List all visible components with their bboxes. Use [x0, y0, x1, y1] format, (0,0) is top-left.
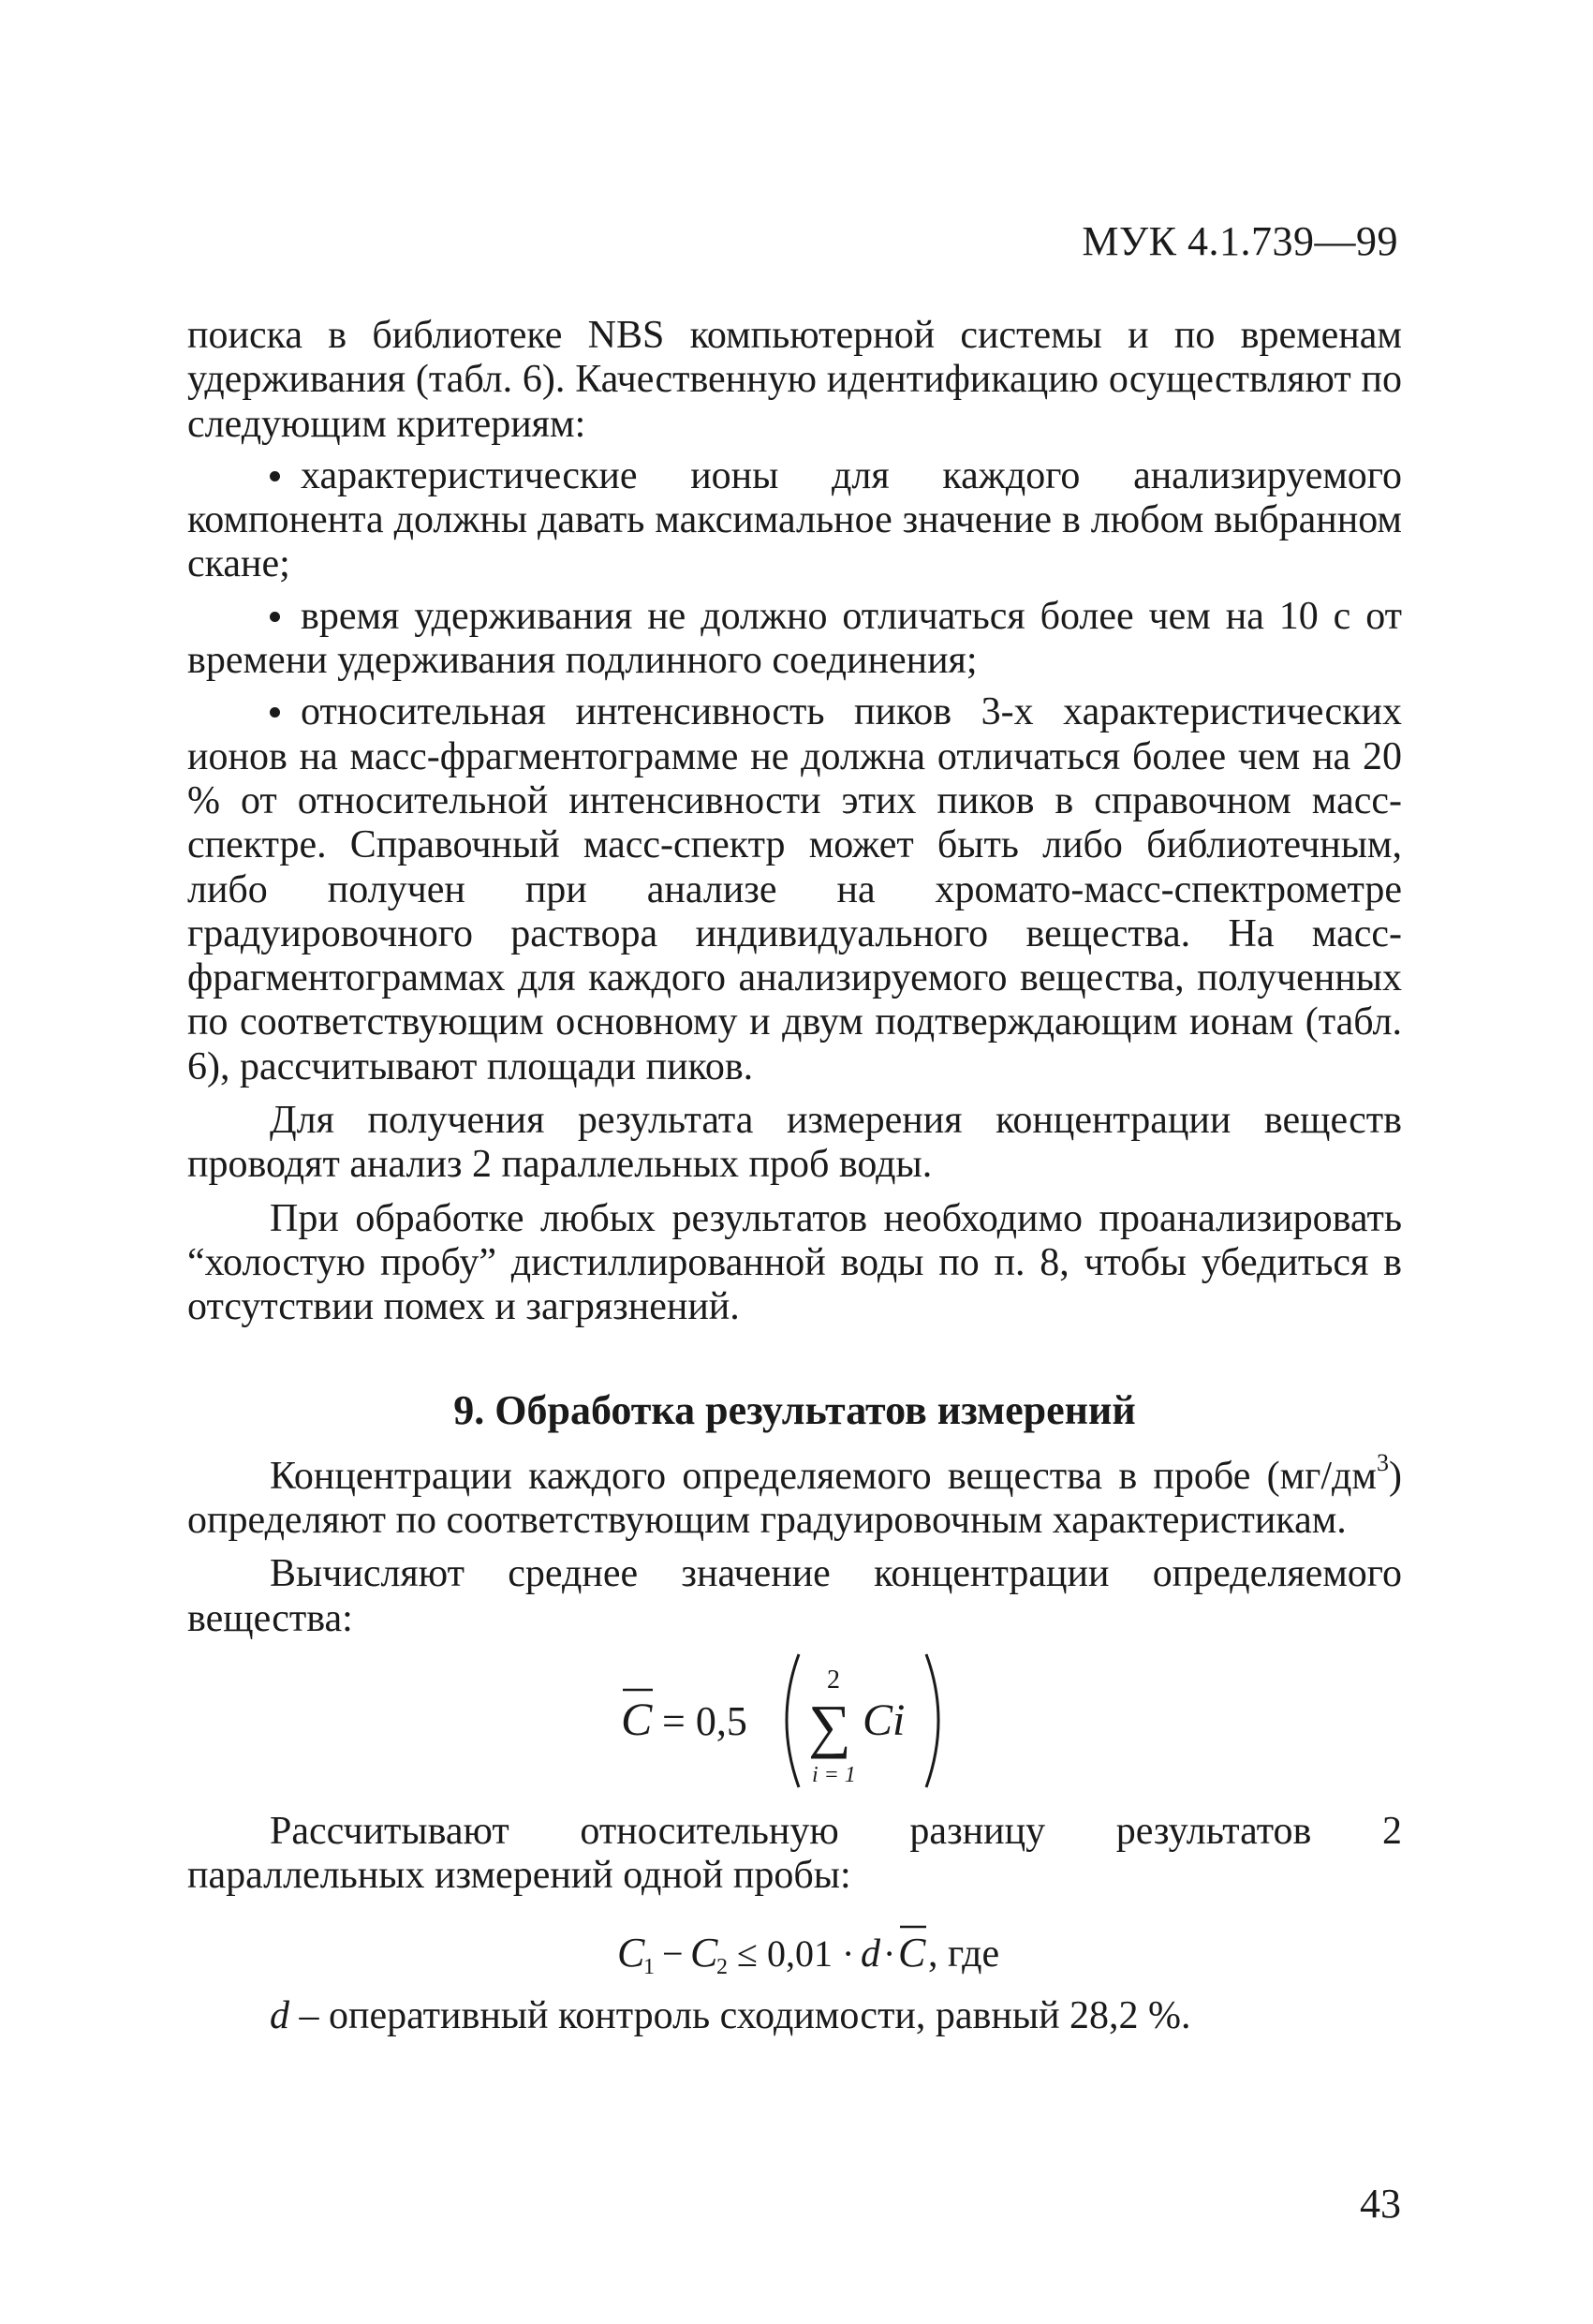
bullet-text: характеристические ионы для каждого анализируемого компонента должны давать максимальное значение в любом выбранном скане;	[187, 453, 1402, 586]
bullet-item	[187, 454, 1402, 587]
formula-summand: Ci	[862, 1695, 905, 1746]
concentration-text-start: Концентрации каждого определяемого вещества в пробе (мг/дм	[270, 1454, 1377, 1498]
paragraph-parallel-samples: Для получения результата измерения концентрации веществ проводят анализ 2 параллельных проб воды.	[187, 1099, 1402, 1187]
formula-c2-sub: 2	[715, 1954, 728, 1979]
bullet-item	[187, 595, 1402, 684]
paragraph-definition	[187, 1994, 1402, 2038]
formula-relative-difference	[187, 1912, 1402, 1985]
formula-tail: , где	[927, 1932, 999, 1976]
sum-lower-limit: i = 1	[811, 1763, 856, 1788]
paragraph-relative-difference: Рассчитывают относительную разницу результатов 2 параллельных измерений одной пробы:	[187, 1810, 1402, 1898]
formula-mean-concentration	[187, 1641, 1402, 1800]
definition-variable: d	[270, 1993, 289, 2037]
bullet-icon	[270, 471, 280, 481]
formula-mean-svg	[617, 1641, 973, 1800]
paragraph-concentrations	[187, 1448, 1402, 1544]
concentration-text-end: ) определяют по соответствующим градуировочным характеристикам.	[187, 1454, 1402, 1543]
bullet-text: относительная интенсивность пиков 3-х характеристических ионов на масс-фрагментограмме не должна отличаться более чем на 20 % от относительной интенсивности этих пиков в справочном масс-спектре. Справочный масс-спектр может быть либо библиотечным, либо получен при анализе на хромато-масс-спектрометре градуировочного раствора индивидуального вещества. На масс-фрагментограммах для каждого анализируемого вещества, полученных по соответствующим основному и двум подтверждающим ионам (табл. 6), рассчитывают площади пиков.	[187, 690, 1402, 1088]
section-heading: 9. Обработка результатов измерений	[453, 1386, 1136, 1433]
right-parenthesis	[926, 1654, 938, 1787]
formula-mean-lhs: C	[620, 1693, 652, 1746]
sigma-icon: ∑	[807, 1693, 851, 1760]
definition-text: – оперативный контроль сходимости, равный 28,2 %.	[289, 1993, 1191, 2037]
formula-dot: ·	[882, 1932, 895, 1975]
left-parenthesis	[787, 1654, 799, 1787]
formula-relation: ≤ 0,01 ·	[736, 1932, 854, 1975]
document-body	[187, 314, 1402, 2038]
bullet-item	[187, 690, 1402, 1089]
paragraph-search-criteria: поиска в библиотеке NBS компьютерной системы и по временам удерживания (табл. 6). Качественную идентификацию осуществляют по следующим критериям:	[187, 314, 1402, 446]
formula-difference-svg	[552, 1912, 1039, 1985]
formula-c1: C	[616, 1929, 644, 1976]
paragraph-blank-sample: При обработке любых результатов необходимо проанализировать “холостую пробу” дистиллированной воды по п. 8, чтобы убедиться в отсутствии помех и загрязнений.	[187, 1196, 1402, 1329]
formula-d: d	[860, 1932, 880, 1976]
sum-upper-limit: 2	[826, 1665, 840, 1695]
formula-c1-sub: 1	[642, 1954, 655, 1979]
bullet-text: время удерживания не должно отличаться более чем на 10 с от времени удерживания подлинного соединения;	[187, 594, 1402, 683]
paragraph-mean-value: Вычисляют среднее значение концентрации определяемого вещества:	[187, 1552, 1402, 1640]
document-code-header: МУК 4.1.739—99	[1082, 218, 1398, 264]
formula-minus: −	[661, 1932, 684, 1975]
formula-mean-factor: = 0,5	[661, 1698, 747, 1745]
bullet-icon	[270, 612, 280, 622]
formula-cbar: C	[897, 1929, 925, 1976]
formula-c2: C	[689, 1929, 717, 1976]
bullet-icon	[270, 707, 280, 718]
unit-exponent: 3	[1377, 1448, 1389, 1476]
page-number: 43	[1360, 2181, 1401, 2227]
